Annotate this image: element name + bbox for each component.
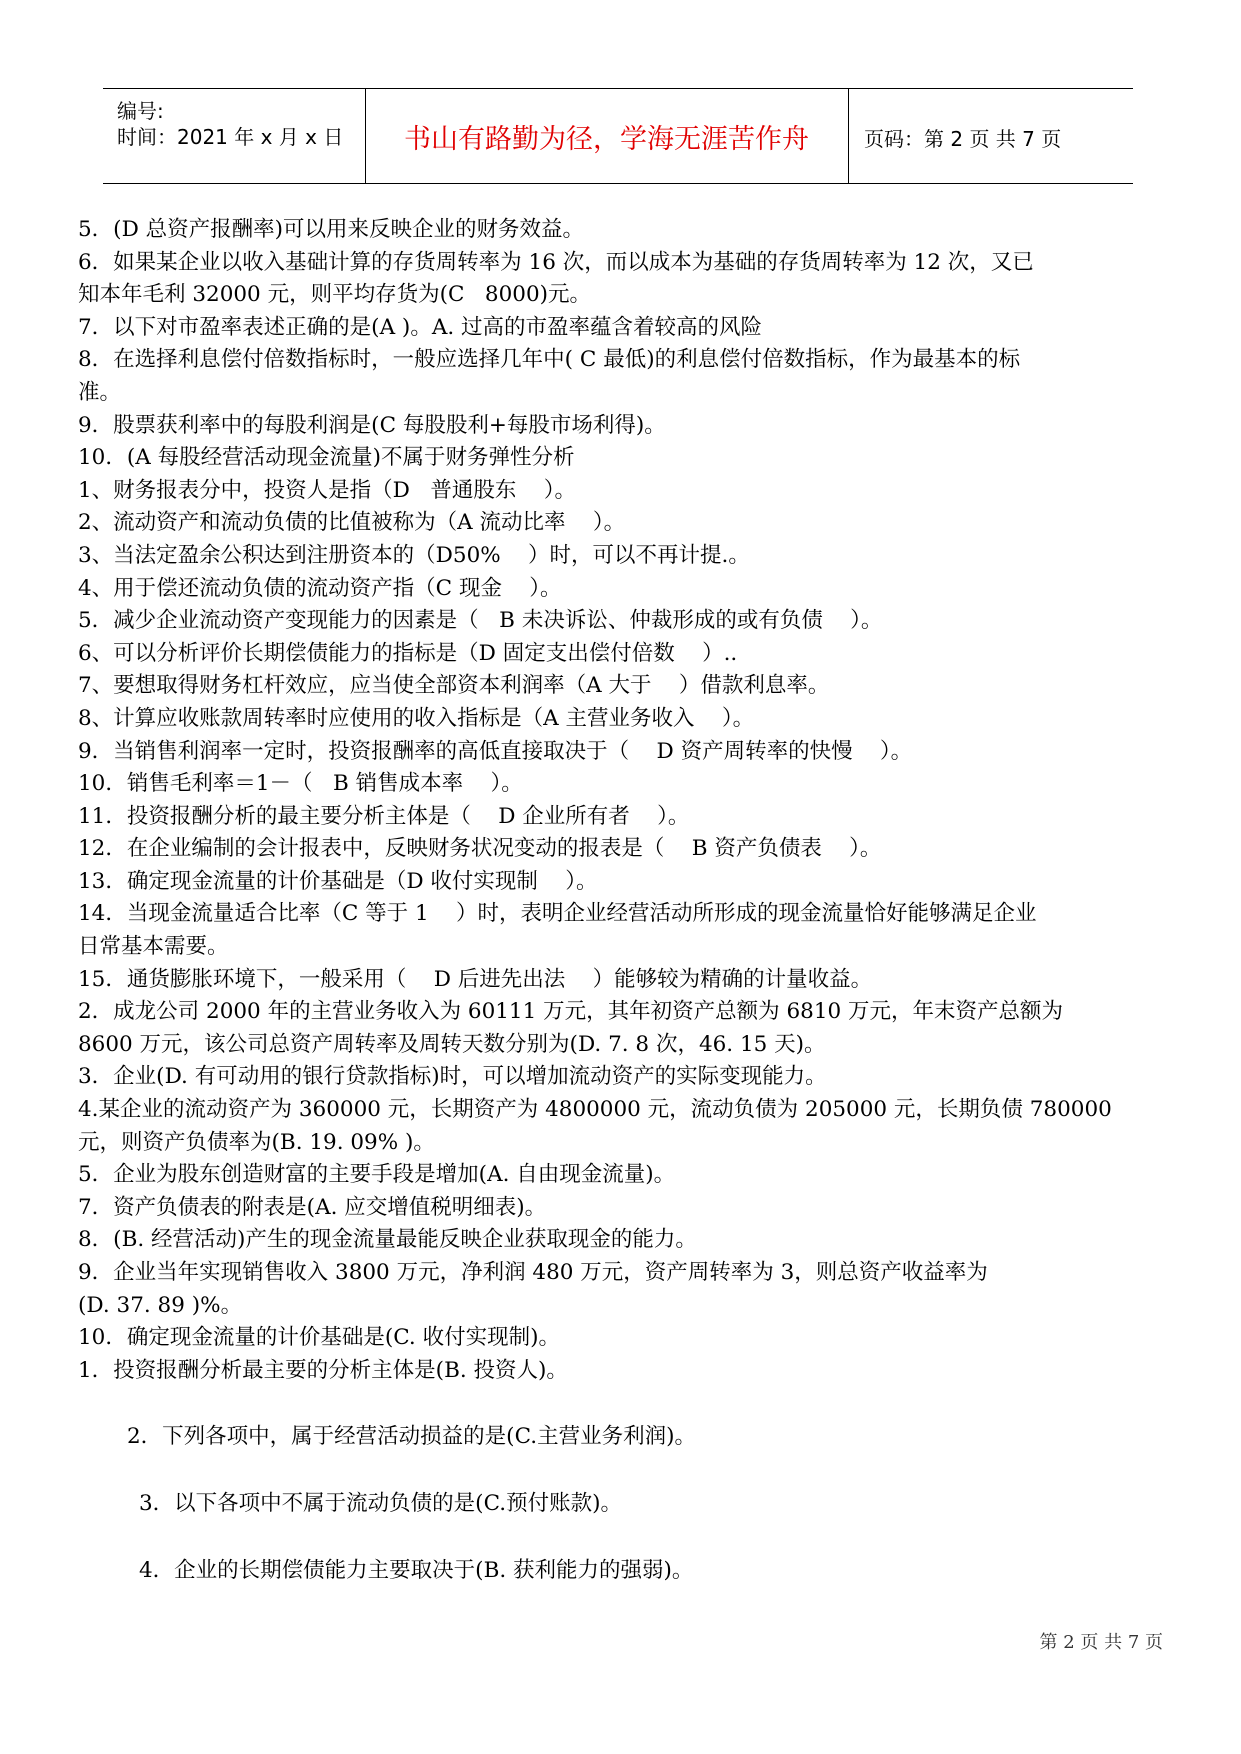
question-line: 4.某企业的流动资产为 360000 元，长期资产为 4800000 元，流动负债为 205000 元，长期负债 780000: [78, 1097, 1112, 1123]
question-line: 5．(D 总资产报酬率)可以用来反映企业的财务效益。: [78, 217, 585, 242]
question-line: 11．投资报酬分析的最主要分析主体是（ D 企业所有者 ）。: [78, 803, 690, 829]
document-header: [103, 88, 1133, 184]
question-line: 4．企业的长期偿债能力主要取决于(B. 获利能力的强弱)。: [139, 1557, 694, 1583]
question-line: 6．如果某企业以收入基础计算的存货周转率为 16 次，而以成本为基础的存货周转率为 12 次，又已: [78, 249, 1034, 275]
question-line: 14．当现金流量适合比率（C 等于 1 ）时，表明企业经营活动所形成的现金流量恰好能够满足企业: [78, 901, 1037, 927]
question-line: 10．确定现金流量的计价基础是(C. 收付实现制)。: [78, 1325, 560, 1351]
question-line: 日常基本需要。: [78, 934, 229, 960]
document-body: [78, 214, 1168, 1587]
question-line: 2、流动资产和流动负债的比值被称为（A 流动比率 ）。: [78, 510, 626, 536]
question-line: 5．企业为股东创造财富的主要手段是增加(A. 自由现金流量)。: [78, 1162, 676, 1188]
question-line: 5．减少企业流动资产变现能力的因素是（ B 未决诉讼、仲裁形成的或有负债 ）。: [78, 608, 883, 634]
question-line: 9．当销售利润率一定时，投资报酬率的高低直接取决于（ D 资产周转率的快慢 ）。: [78, 738, 913, 764]
question-line: 12．在企业编制的会计报表中，反映财务状况变动的报表是（ B 资产负债表 ）。: [78, 836, 882, 862]
question-line: 2．下列各项中，属于经营活动损益的是(C.主营业务利润)。: [127, 1424, 696, 1450]
page-footer: 第 2 页 共 7 页: [1039, 1632, 1163, 1653]
header-middle-cell: [365, 89, 849, 183]
question-line: 元，则资产负债率为(B. 19. 09% )。: [78, 1129, 435, 1155]
question-line: 4、用于偿还流动负债的流动资产指（C 现金 ）。: [78, 575, 562, 601]
question-line: 1、财务报表分中，投资人是指（D 普通股东 ）。: [78, 477, 577, 503]
question-line: 3、当法定盈余公积达到注册资本的（D50% ）时，可以不再计提.。: [78, 542, 750, 568]
header-left-cell: [103, 89, 366, 183]
question-line: 7、要想取得财务杠杆效应，应当使全部资本利润率（A 大于 ）借款利息率。: [78, 673, 830, 699]
question-line: 10．销售毛利率＝1－（ B 销售成本率 ）。: [78, 771, 523, 797]
question-line: 6、可以分析评价长期偿债能力的指标是（D 固定支出偿付倍数 ）..: [78, 640, 738, 666]
question-lines: [78, 214, 1168, 1387]
question-line: 3．以下各项中不属于流动负债的是(C.预付账款)。: [139, 1490, 622, 1516]
question-line: 1．投资报酬分析最主要的分析主体是(B. 投资人)。: [78, 1357, 568, 1383]
motto-text: 书山有路勤为径，学海无涯苦作舟: [404, 124, 809, 155]
question-line: 7．以下对市盈率表述正确的是(A )。A. 过高的市盈率蕴含着较高的风险: [78, 314, 763, 340]
question-line: 8．在选择利息偿付倍数指标时，一般应选择几年中( C 最低)的利息偿付倍数指标，作为最基本的标: [78, 347, 1021, 373]
question-line: 知本年毛利 32000 元，则平均存货为(C 8000)元。: [78, 282, 592, 308]
question-line: (D. 37. 89 )%。: [78, 1292, 243, 1318]
question-line: 8．(B. 经营活动)产生的现金流量最能反映企业获取现金的能力。: [78, 1227, 697, 1253]
question-line: 9．股票获利率中的每股利润是(C 每股股利+每股市场利得)。: [78, 412, 666, 438]
question-line: 15．通货膨胀环境下，一般采用（ D 后进先出法 ）能够较为精确的计量收益。: [78, 966, 873, 992]
header-right-cell: [848, 89, 1133, 183]
question-line: 2．成龙公司 2000 年的主营业务收入为 60111 万元，其年初资产总额为 6810 万元，年末资产总额为: [78, 999, 1064, 1025]
question-line: 8、计算应收账款周转率时应使用的收入指标是（A 主营业务收入 ）。: [78, 705, 755, 731]
question-line: 3．企业(D. 有可动用的银行贷款指标)时，可以增加流动资产的实际变现能力。: [78, 1064, 827, 1090]
question-line: 8600 万元，该公司总资产周转率及周转天数分别为(D. 7. 8 次，46. 15 天)。: [78, 1031, 826, 1057]
question-line: 13．确定现金流量的计价基础是（D 收付实现制 ）。: [78, 868, 598, 894]
page-code: 页码：第 2 页 共 7 页: [864, 127, 1062, 151]
time-label: 时间：2021 年 x 月 x 日: [117, 125, 344, 149]
question-line: 9．企业当年实现销售收入 3800 万元，净利润 480 万元，资产周转率为 3，则总资产收益率为: [78, 1260, 988, 1285]
question-line: 10．(A 每股经营活动现金流量)不属于财务弹性分析: [78, 445, 575, 471]
question-line: 准。: [78, 379, 122, 405]
number-label: 编号:: [117, 99, 164, 123]
question-line: 7．资产负债表的附表是(A. 应交增值税明细表)。: [78, 1194, 547, 1220]
